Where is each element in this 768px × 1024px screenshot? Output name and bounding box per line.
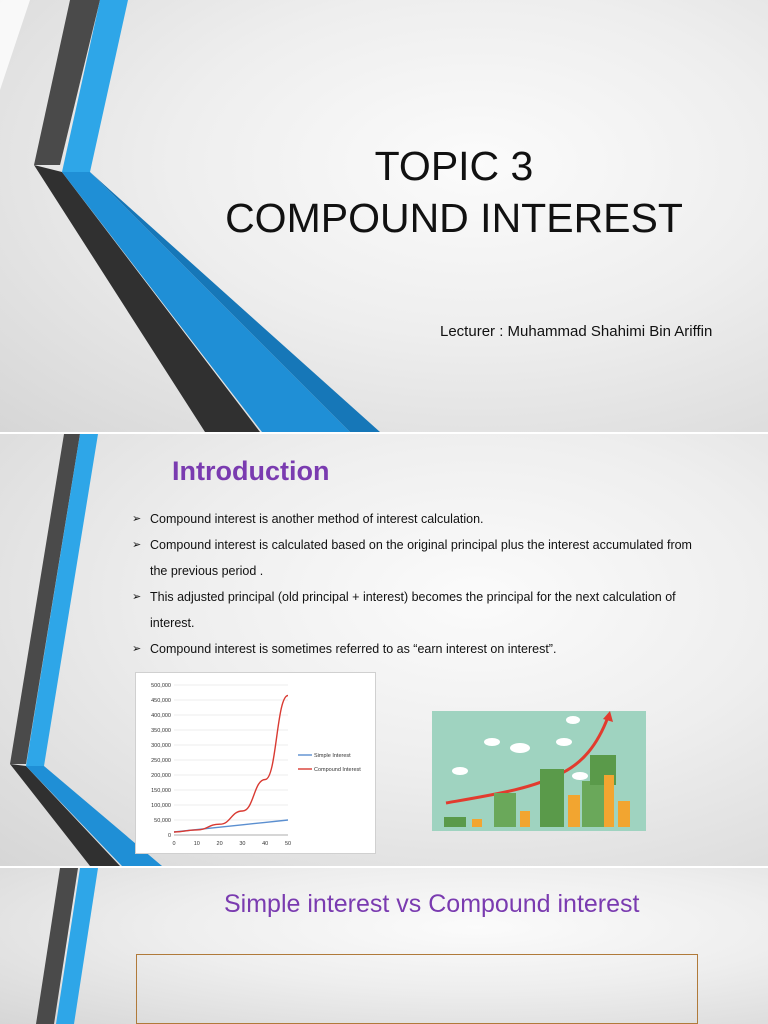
bullet-text: This adjusted principal (old principal + interest) becomes the principal for the next calculation of interest. (150, 590, 676, 630)
arrow-bullet-icon: ➢ (132, 643, 142, 655)
bullet-item (132, 506, 712, 532)
bullet-text: Compound interest is another method of interest calculation. (150, 512, 484, 526)
cloud-icon (452, 767, 468, 775)
y-tick-label: 250,000 (151, 758, 171, 764)
cloud-icon (510, 743, 530, 753)
legend-label: Simple Interest (314, 753, 351, 759)
bullet-text: Compound interest is calculated based on the original principal plus the interest accumulated from the previous period . (150, 538, 692, 578)
x-tick-label: 20 (216, 841, 223, 847)
interest-chart-svg (136, 673, 375, 853)
comparison-heading: Simple interest vs Compound interest (224, 890, 640, 918)
introduction-slide (0, 434, 768, 866)
y-tick-label: 50,000 (154, 818, 171, 824)
bullet-text: Compound interest is sometimes referred to as “earn interest on interest”. (150, 642, 557, 656)
cloud-icon (566, 716, 580, 724)
x-tick-label: 40 (262, 841, 269, 847)
cloud-icon (556, 738, 572, 746)
legend-label: Compound Interest (314, 767, 361, 773)
bullet-item (132, 532, 712, 584)
comparison-table (136, 954, 698, 1024)
x-tick-label: 30 (239, 841, 246, 847)
y-tick-label: 150,000 (151, 788, 171, 794)
y-tick-label: 500,000 (151, 683, 171, 689)
arrow-bullet-icon: ➢ (132, 591, 142, 603)
title-heading (200, 140, 708, 244)
x-tick-label: 50 (284, 841, 292, 847)
comparison-slide (0, 868, 768, 1024)
series-line-compound (174, 696, 288, 833)
introduction-heading: Introduction (172, 456, 330, 486)
y-tick-label: 400,000 (151, 713, 171, 719)
money-growth-image (432, 711, 646, 831)
bullet-list (132, 506, 712, 662)
bullet-item (132, 584, 712, 636)
y-tick-label: 0 (167, 833, 171, 839)
interest-chart (135, 672, 376, 854)
arrow-bullet-icon: ➢ (132, 513, 142, 525)
y-tick-label: 300,000 (151, 743, 171, 749)
money-growth-illustration (432, 711, 646, 831)
title-slide (0, 0, 768, 432)
cloud-icon (484, 738, 500, 746)
x-tick-label: 10 (193, 841, 200, 847)
x-tick-label: 0 (172, 841, 176, 847)
bullet-item (132, 636, 712, 662)
y-tick-label: 350,000 (151, 728, 171, 734)
y-tick-label: 450,000 (151, 698, 171, 704)
title-line-2: COMPOUND INTEREST (225, 195, 683, 241)
title-line-1: TOPIC 3 (374, 143, 534, 189)
cloud-icon (572, 772, 588, 780)
money-stacks-icon (444, 755, 630, 827)
arrow-bullet-icon: ➢ (132, 539, 142, 551)
y-tick-label: 200,000 (151, 773, 171, 779)
y-tick-label: 100,000 (151, 803, 171, 809)
lecturer-text: Lecturer : Muhammad Shahimi Bin Ariffin (440, 323, 713, 340)
